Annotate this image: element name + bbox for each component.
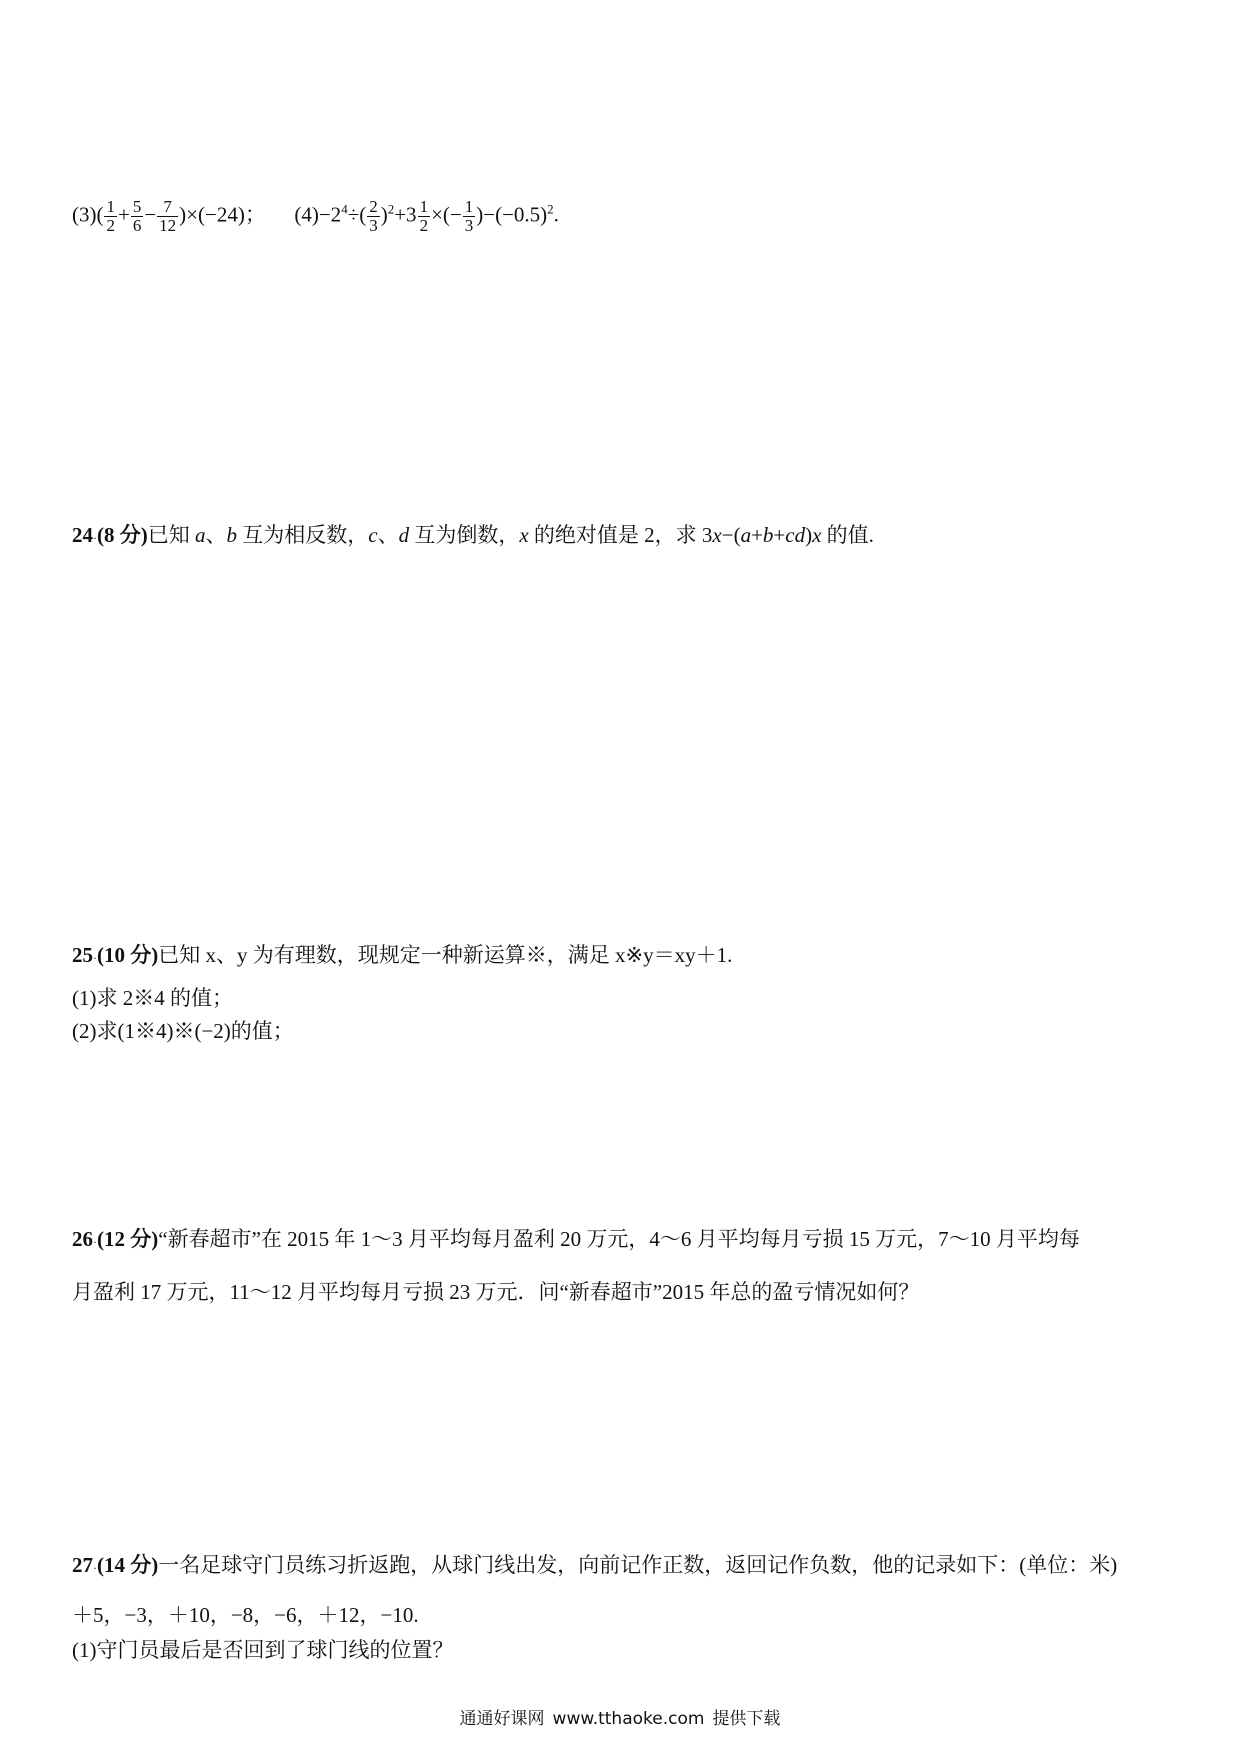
- q25-score: (10 分): [97, 943, 159, 967]
- q27-score: (14 分): [97, 1553, 159, 1577]
- q25-part-2: (2)求(1※4)※(−2)的值；: [72, 1019, 294, 1043]
- q27-text-1: 一名足球守门员练习折返跑，从球门线出发，向前记作正数，返回记作负数，他的记录如下：(单位：米): [158, 1553, 1118, 1577]
- q23-p3-fraction-2: $\frac{5}{6}$: [132, 197, 142, 235]
- q25-part-1: (1)求 2※4 的值；: [72, 986, 233, 1010]
- q25-line: 25·(10 分)已知 x、y 为有理数，现规定一种新运算※，满足 x※y＝xy＋1.: [72, 943, 733, 967]
- q27-line-1: 27·(14 分)一名足球守门员练习折返跑，从球门线出发，向前记作正数，返回记作负数，他的记录如下：(单位：米): [72, 1553, 1118, 1577]
- q23-p4-fraction-1: $\frac{2}{3}$: [369, 197, 378, 235]
- q24-line: 24·(8 分)已知 a、b 互为相反数，c、d 互为倒数，x 的绝对值是 2，求 3x−(a+b+cd)x 的值.: [72, 523, 874, 547]
- q23-p3-fraction-3: $\frac{7}{12}$: [159, 197, 177, 235]
- q27-line-2: ＋5，−3，＋10，−8，−6，＋12，−10.: [72, 1603, 419, 1627]
- q24-score: (8 分): [97, 523, 148, 547]
- footer-site-name: 通通好课网: [459, 1709, 545, 1729]
- q23-parts-line: (3)( $\frac{1}{2}$ + $\frac{5}{6}$ − $\frac{7}{12}$ )×(−24)； $(4)-2^4\div$( $\frac{2}{3}$ )$^2$+3 $\frac{1}{2}$ ×(− $\frac{1}{3}$ )$-(-0.5)^2$.: [72, 197, 559, 235]
- q26-text-1: “新春超市”在 2015 年 1～3 月平均每月盈利 20 万元，4～6 月平均每月亏损 15 万元，7～10 月平均每: [158, 1227, 1080, 1251]
- q26-line-1: 26·(12 分)“新春超市”在 2015 年 1～3 月平均每月盈利 20 万元，4～6 月平均每月亏损 15 万元，7～10 月平均每: [72, 1227, 1080, 1251]
- q23-p4-label: (4)−2: [294, 202, 342, 227]
- q27-number: 27: [72, 1553, 93, 1577]
- q27-part-1: (1)守门员最后是否回到了球门线的位置？: [72, 1638, 454, 1662]
- page-footer: [0, 1704, 1240, 1729]
- q23-p4-fraction-3: $\frac{1}{3}$: [464, 197, 474, 235]
- q25-text: 已知 x、y 为有理数，现规定一种新运算※，满足 x※y＝xy＋1.: [158, 943, 733, 967]
- footer-url[interactable]: www.tthaoke.com: [552, 1709, 705, 1729]
- footer-suffix: 提供下载: [712, 1709, 781, 1729]
- q23-p3-label: (3)(: [72, 202, 104, 227]
- q25-number: 25: [72, 943, 93, 967]
- q23-p3-fraction-1: $\frac{1}{2}$: [106, 197, 115, 235]
- q26-line-2: 月盈利 17 万元，11～12 月平均每月亏损 23 万元．问“新春超市”2015 年总的盈亏情况如何？: [72, 1280, 920, 1304]
- q26-score: (12 分): [97, 1227, 159, 1251]
- q24-number: 24: [72, 523, 93, 547]
- q26-number: 26: [72, 1227, 93, 1251]
- q23-p4-fraction-2: $\frac{1}{2}$: [419, 197, 429, 235]
